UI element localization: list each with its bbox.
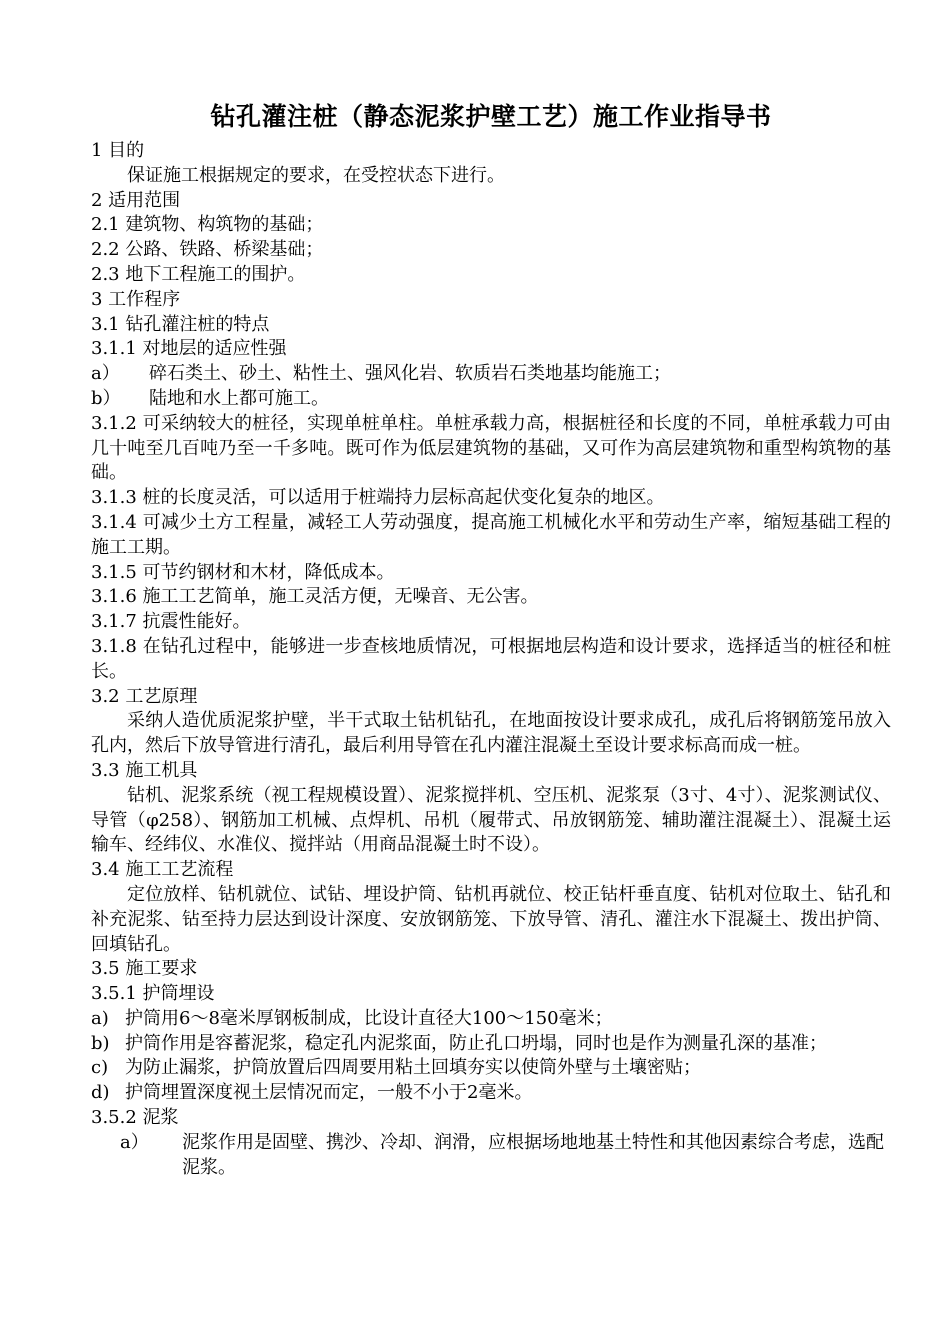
section-3-1-4: 3.1.4 可减少土方工程量，减轻工人劳动强度，提高施工机械化水平和劳动生产率，缩短基础工程的施工工期。 <box>91 511 891 558</box>
section-3-1-heading: 3.1 钻孔灌注桩的特点 <box>91 313 270 335</box>
section-3-2-body: 采纳人造优质泥浆护壁，半干式取土钻机钻孔，在地面按设计要求成孔，成孔后将钢筋笼吊放入孔内，然后下放导管进行清孔，最后利用导管在孔内灌注混凝土至设计要求标高而成一桩。 <box>91 710 891 757</box>
list-item <box>91 1056 891 1081</box>
section-1-body: 保证施工根据规定的要求，在受控状态下进行。 <box>127 164 505 186</box>
section-3-3-heading: 3.3 施工机具 <box>91 759 198 781</box>
section-3-heading: 3 工作程序 <box>91 288 181 310</box>
list-text: 为防止漏浆，护筒放置后四周要用粘土回填夯实以使筒外壁与土壤密贴； <box>125 1057 701 1079</box>
section-1-heading: 1 目的 <box>91 140 145 161</box>
section-3-2-heading: 3.2 工艺原理 <box>91 685 198 707</box>
section-3-1-3: 3.1.3 桩的长度灵活，可以适用于桩端持力层标高起伏变化复杂的地区。 <box>91 487 665 509</box>
list-item <box>91 1032 891 1057</box>
section-3-1-1: 3.1.1 对地层的适应性强 <box>91 338 287 360</box>
list-text: 护筒用6～8毫米厚钢板制成，比设计直径大100～150毫米； <box>125 1007 613 1029</box>
list-item <box>91 1081 891 1106</box>
list-marker: a） <box>91 363 120 385</box>
list-marker: b） <box>91 387 121 409</box>
section-3-1-5: 3.1.5 可节约钢材和木材，降低成本。 <box>91 561 395 583</box>
section-3-1-7: 3.1.7 抗震性能好。 <box>91 611 251 633</box>
list-marker: c) <box>91 1057 109 1079</box>
section-2-2: 2.2 公路、铁路、桥梁基础； <box>91 239 324 261</box>
section-2-heading: 2 适用范围 <box>91 189 181 211</box>
section-3-5-1-heading: 3.5.1 护筒埋设 <box>91 983 215 1005</box>
list-item <box>91 362 891 387</box>
list-marker: d) <box>91 1082 110 1104</box>
section-2-3: 2.3 地下工程施工的围护。 <box>91 263 306 285</box>
section-3-1-2: 3.1.2 可采纳较大的桩径，实现单桩单柱。单桩承载力高，根据桩径和长度的不同，单桩承载力可由几十吨至几百吨乃至一千多吨。既可作为低层建筑物的基础，又可作为高层建筑物和重型构筑物的基础。 <box>91 412 891 484</box>
list-marker: a） <box>120 1131 149 1153</box>
document-title: 钻孔灌注桩（静态泥浆护壁工艺）施工作业指导书 <box>210 102 772 131</box>
list-text: 护筒埋置深度视土层情况而定，一般不小于2毫米。 <box>125 1082 533 1104</box>
list-marker: b) <box>91 1032 110 1054</box>
list-item <box>91 387 891 412</box>
section-2-1: 2.1 建筑物、构筑物的基础； <box>91 214 324 236</box>
list-text: 护筒作用是容蓄泥浆，稳定孔内泥浆面，防止孔口坍塌，同时也是作为测量孔深的基准； <box>125 1032 827 1054</box>
section-3-5-heading: 3.5 施工要求 <box>91 958 198 980</box>
section-3-1-8: 3.1.8 在钻孔过程中，能够进一步查核地质情况，可根据地层构造和设计要求，选择适当的桩径和桩长。 <box>91 635 891 682</box>
list-text: 陆地和水上都可施工。 <box>149 387 329 409</box>
list-item <box>91 1007 891 1032</box>
list-text: 泥浆作用是固壁、携沙、冷却、润滑，应根据场地地基土特性和其他因素综合考虑，选配泥浆。 <box>182 1131 884 1178</box>
section-3-4-heading: 3.4 施工工艺流程 <box>91 859 234 881</box>
document-page <box>91 100 891 1180</box>
section-3-4-body: 定位放样、钻机就位、试钻、埋设护筒、钻机再就位、校正钻杆垂直度、钻机对位取土、钻孔和补充泥浆、钻至持力层达到设计深度、安放钢筋笼、下放导管、清孔、灌注水下混凝土、拨出护筒、回填钻孔。 <box>91 883 891 955</box>
section-3-3-body: 钻机、泥浆系统（视工程规模设置）、泥浆搅拌机、空压机、泥浆泵（3寸、4寸）、泥浆测试仪、导管（φ258）、钢筋加工机械、点焊机、吊机（履带式、吊放钢筋笼、辅助灌注混凝土）、混凝土运输车、经纬仪、水准仪、搅拌站（用商品混凝土时不设）。 <box>91 784 891 856</box>
section-3-5-2-heading: 3.5.2 泥浆 <box>91 1107 179 1129</box>
list-text: 碎石类土、砂土、粘性土、强风化岩、软质岩石类地基均能施工； <box>149 363 671 385</box>
list-item <box>91 1131 891 1181</box>
section-3-1-6: 3.1.6 施工工艺简单，施工灵活方便，无噪音、无公害。 <box>91 586 539 608</box>
list-marker: a) <box>91 1007 109 1029</box>
